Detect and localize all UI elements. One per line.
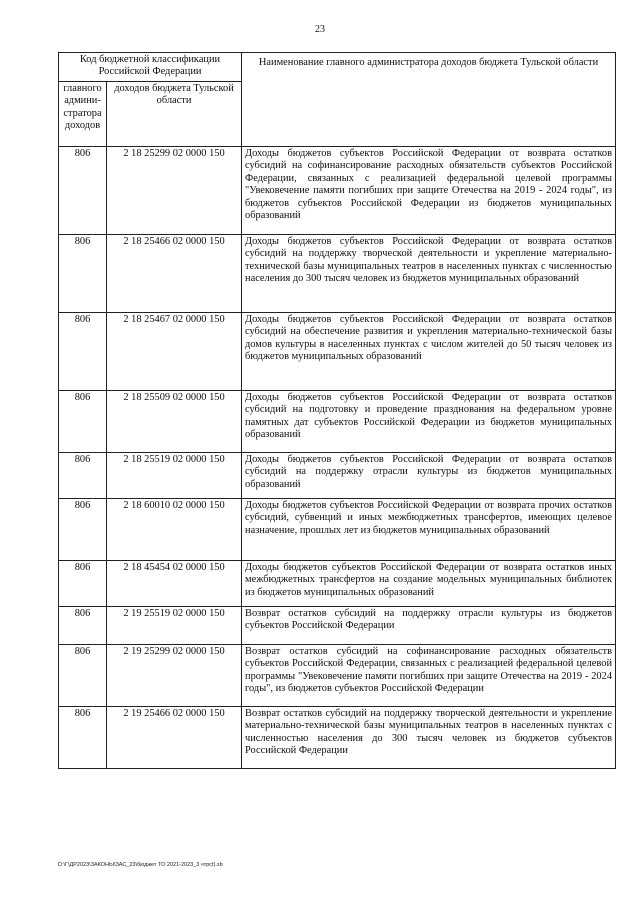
admin-code-cell: 806 (59, 453, 107, 499)
description-cell: Доходы бюджетов субъектов Российской Федерации от возврата остатков субсидий на обеспечение развития и укрепления материально-технической базы домов культуры в населенных пунктах с числом жителей до 50 тысяч человек из бюджетов муниципальных образований (242, 313, 616, 391)
description-cell: Возврат остатков субсидий на поддержку творческой деятельности и укрепление материально-технической базы муниципальных театров в населенных пунктах с численностью населения до 300 тысяч человек из бюджетов субъектов Российской Федерации (242, 707, 616, 769)
admin-code-cell: 806 (59, 499, 107, 561)
revenue-code-cell: 2 19 25299 02 0000 150 (107, 645, 242, 707)
admin-code-cell: 806 (59, 391, 107, 453)
description-cell: Доходы бюджетов субъектов Российской Федерации от возврата остатков субсидий на софинансирование расходных обязательств субъектов Российской Федерации, связанных с реализацией федеральной целевой программы "Увековечение памяти погибших при защите Отечества на 2019 - 2024 годы", из бюджетов субъектов Российской Федерации из бюджетов муниципальных образований (242, 147, 616, 235)
revenue-code-cell: 2 18 60010 02 0000 150 (107, 499, 242, 561)
table-row (59, 391, 616, 453)
description-cell: Возврат остатков субсидий на софинансирование расходных обязательств субъектов Российской Федерации, связанных с реализацией федеральной целевой программы "Увековечение памяти погибших при защите Отечества на 2019 - 2024 годы", из бюджетов субъектов Российской Федерации (242, 645, 616, 707)
table-row (59, 607, 616, 645)
table-row (59, 453, 616, 499)
description-cell: Возврат остатков субсидий на поддержку отрасли культуры из бюджетов субъектов Российской Федерации (242, 607, 616, 645)
table-row (59, 147, 616, 235)
admin-code-cell: 806 (59, 645, 107, 707)
table-row (59, 645, 616, 707)
admin-code-cell: 806 (59, 147, 107, 235)
header-row-top (59, 53, 616, 82)
revenue-code-column-header: доходов бюджета Тульской области (107, 82, 242, 147)
table-row (59, 561, 616, 607)
description-cell: Доходы бюджетов субъектов Российской Федерации от возврата прочих остатков субсидий, субвенций и иных межбюджетных трансфертов, имеющих целевое назначение, прошлых лет из бюджетов муниципальных образований (242, 499, 616, 561)
revenue-code-cell: 2 18 25519 02 0000 150 (107, 453, 242, 499)
admin-code-cell: 806 (59, 607, 107, 645)
revenue-code-cell: 2 18 25509 02 0000 150 (107, 391, 242, 453)
revenue-code-cell: 2 19 25519 02 0000 150 (107, 607, 242, 645)
revenue-code-cell: 2 18 25467 02 0000 150 (107, 313, 242, 391)
admin-code-cell: 806 (59, 561, 107, 607)
revenue-classification-table (58, 52, 616, 769)
description-cell: Доходы бюджетов субъектов Российской Федерации от возврата остатков субсидий на поддержку творческой деятельности и укрепление материально-технической базы муниципальных театров в населенных пунктах с численностью населения до 300 тысяч человек из бюджетов муниципальных образований (242, 235, 616, 313)
revenue-code-cell: 2 19 25466 02 0000 150 (107, 707, 242, 769)
code-group-header: Код бюджетной классификации Российской Федерации (59, 53, 242, 82)
table-row (59, 235, 616, 313)
description-cell: Доходы бюджетов субъектов Российской Федерации от возврата остатков субсидий на подготовку и проведение празднования на федеральном уровне памятных дат субъектов Российской Федерации из бюджетов муниципальных образований (242, 391, 616, 453)
page-number: 23 (315, 24, 325, 35)
table-body (59, 147, 616, 769)
admin-column-header: главного админи-стратора доходов (59, 82, 107, 147)
description-cell: Доходы бюджетов субъектов Российской Федерации от возврата остатков иных межбюджетных трансфертов на создание модельных муниципальных библиотек из бюджетов муниципальных образований (242, 561, 616, 607)
table-row (59, 499, 616, 561)
revenue-code-cell: 2 18 25466 02 0000 150 (107, 235, 242, 313)
admin-code-cell: 806 (59, 707, 107, 769)
admin-code-cell: 806 (59, 313, 107, 391)
table-row (59, 313, 616, 391)
revenue-code-cell: 2 18 45454 02 0000 150 (107, 561, 242, 607)
file-path-footer: D:\Г\ДР2023\ЗАКОНЫ\ЗАС_23\бюджет ТО 2021-2023_3 чтрсt).sb (58, 862, 223, 868)
table-row (59, 707, 616, 769)
admin-code-cell: 806 (59, 235, 107, 313)
description-cell: Доходы бюджетов субъектов Российской Федерации от возврата остатков субсидий на поддержку отрасли культуры из бюджетов муниципальных образований (242, 453, 616, 499)
name-column-header: Наименование главного администратора доходов бюджета Тульской области (242, 53, 616, 147)
revenue-code-cell: 2 18 25299 02 0000 150 (107, 147, 242, 235)
